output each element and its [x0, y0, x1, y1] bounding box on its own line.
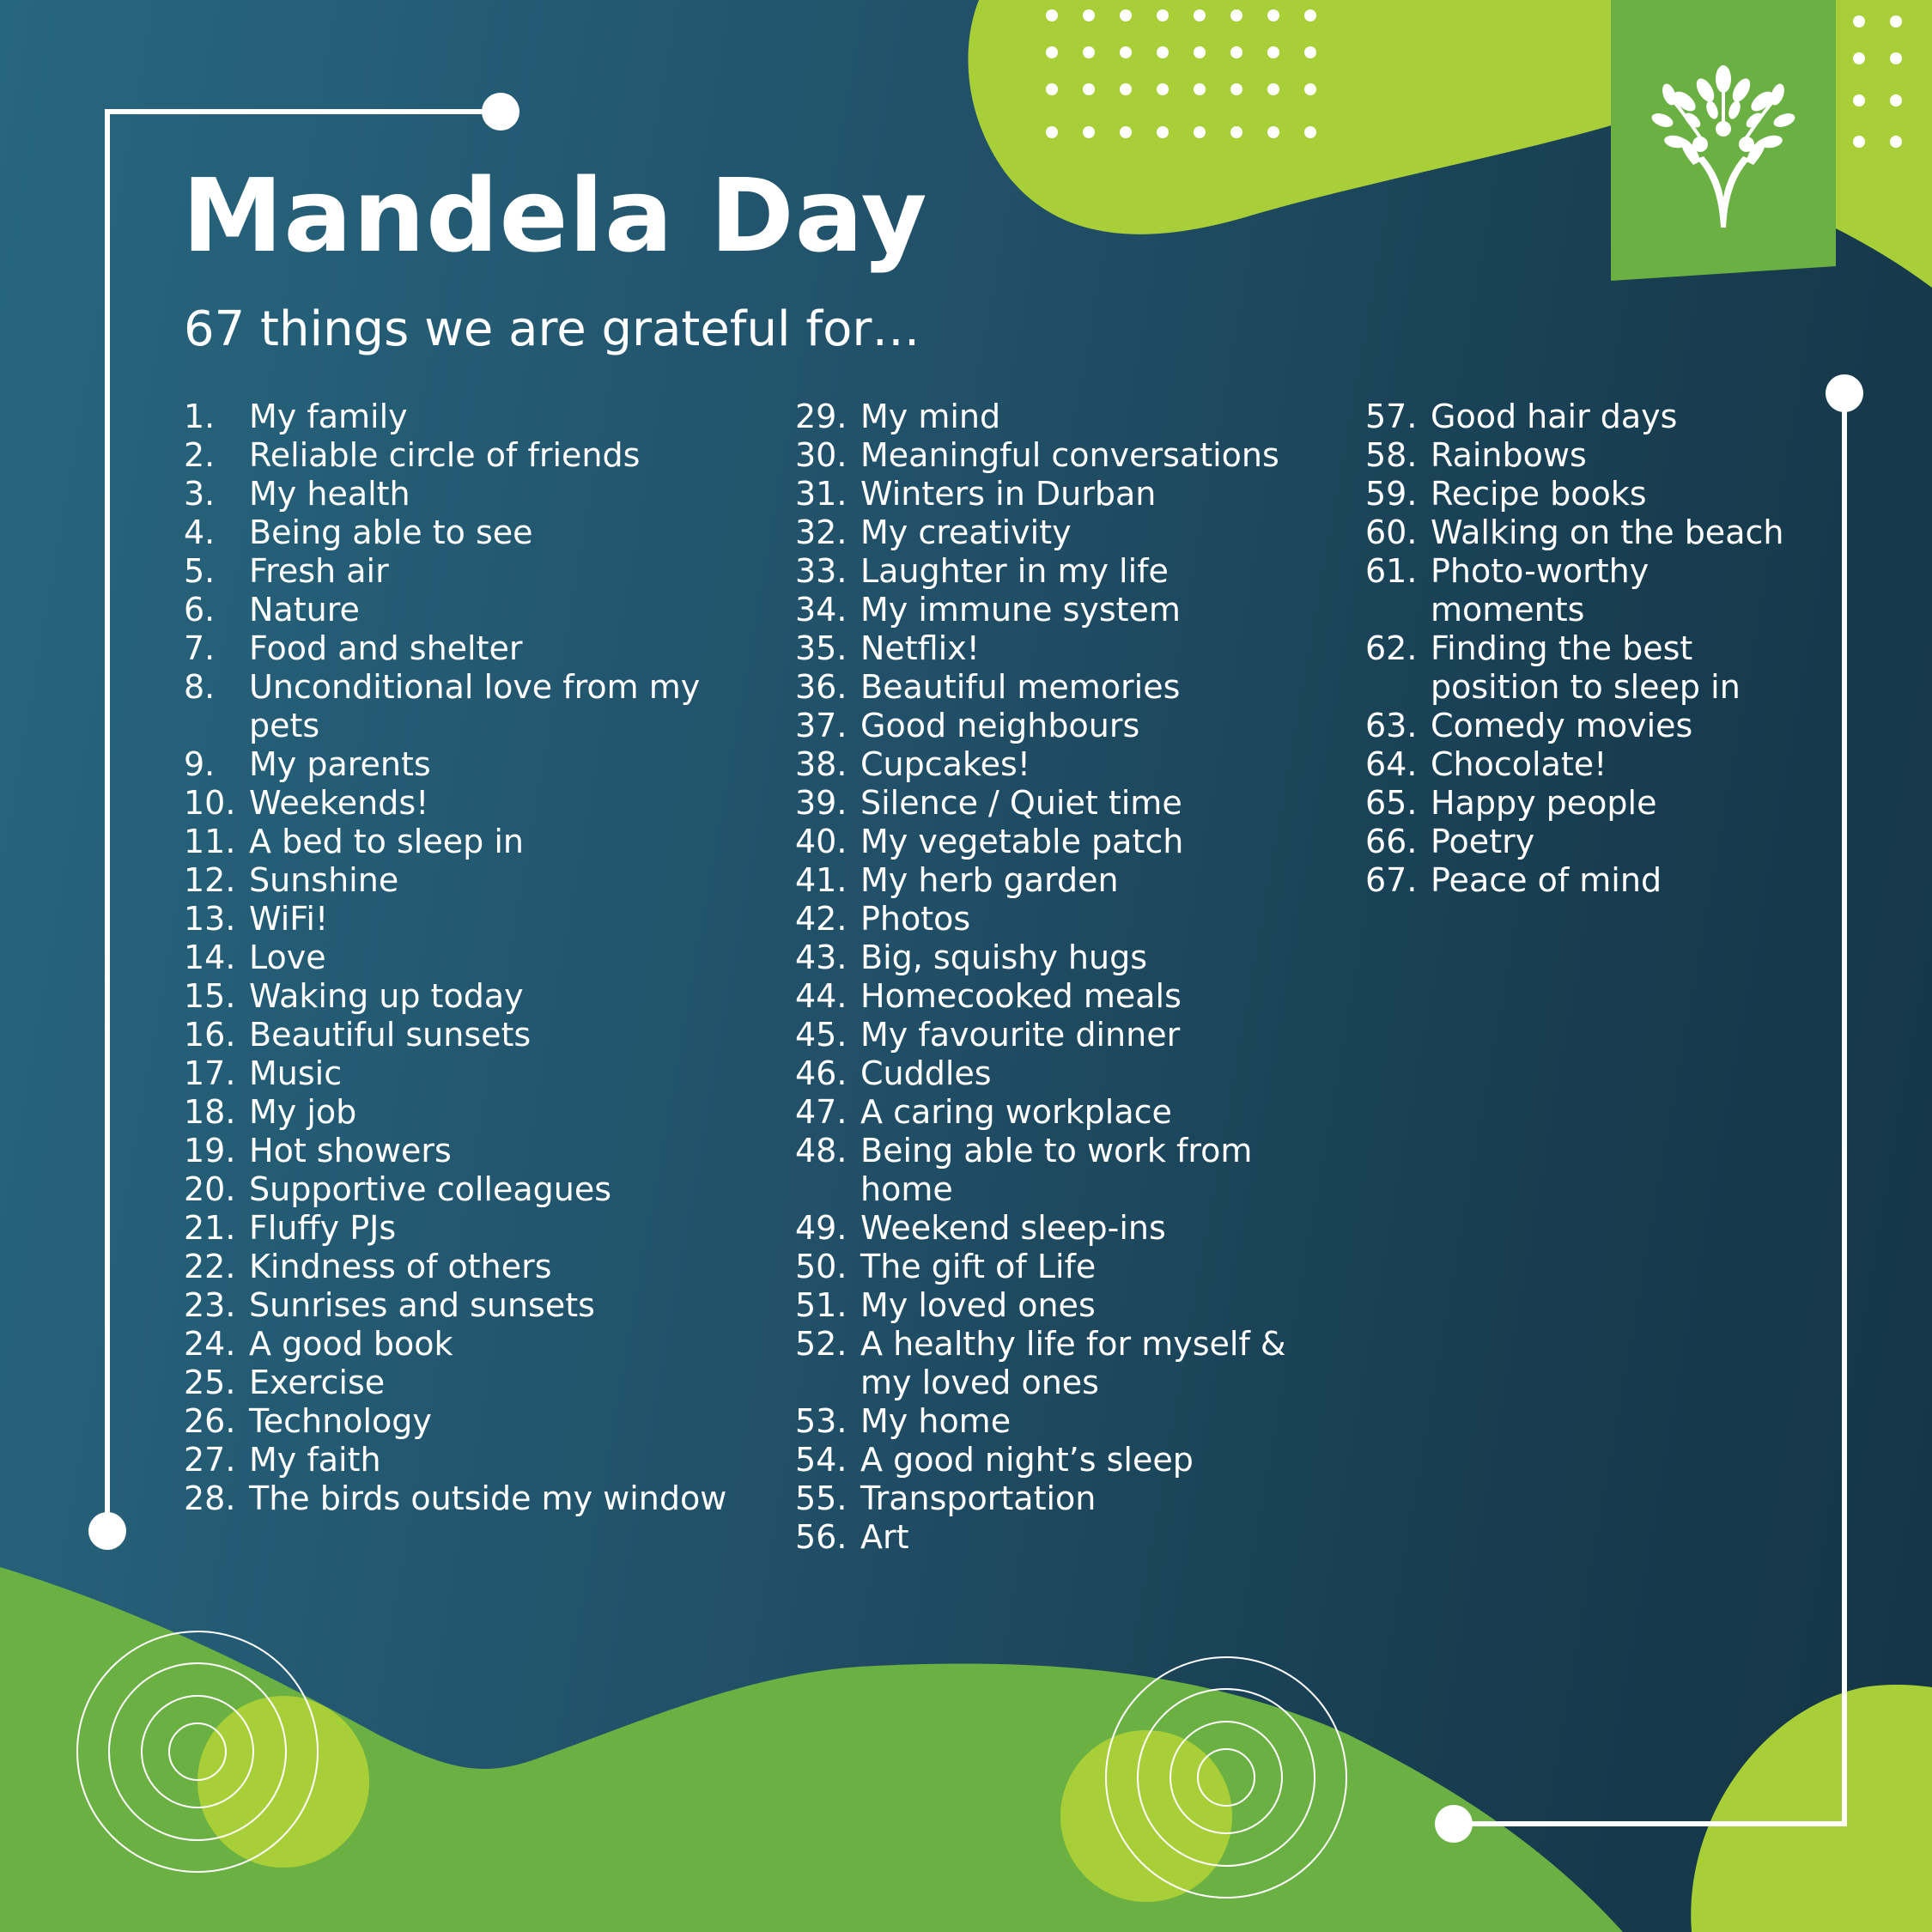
- list-item-number: 11.: [184, 823, 236, 860]
- list-item-number: 9.: [184, 745, 216, 783]
- list-item: [795, 668, 1345, 707]
- list-item-number: 45.: [795, 1016, 848, 1054]
- list-item: [795, 591, 1345, 629]
- list-item-text: My herb garden: [860, 861, 1119, 899]
- list-item-text: Music: [249, 1054, 343, 1092]
- list-item: [184, 475, 733, 513]
- list-item-number: 63.: [1365, 707, 1418, 744]
- list-item: [184, 513, 733, 552]
- list-item: [795, 475, 1345, 513]
- list-item-text: Good hair days: [1431, 398, 1678, 435]
- list-item-number: 15.: [184, 977, 236, 1015]
- list-item-text: The gift of Life: [860, 1248, 1097, 1285]
- list-item-number: 14.: [184, 939, 236, 976]
- list-item: [184, 1209, 733, 1248]
- list-item: [184, 1286, 733, 1325]
- gratitude-list-column-3: [1365, 398, 1803, 900]
- list-item-text: Finding the best position to sleep in: [1431, 629, 1741, 706]
- list-item-text: Meaningful conversations: [860, 436, 1279, 474]
- list-item-text: A bed to sleep in: [249, 823, 524, 860]
- list-item: [795, 1093, 1345, 1132]
- list-item: [795, 1518, 1345, 1557]
- list-item-text: My parents: [249, 745, 431, 783]
- list-item-number: 22.: [184, 1248, 236, 1285]
- list-item-text: Recipe books: [1431, 475, 1647, 513]
- list-item-number: 25.: [184, 1364, 236, 1401]
- list-item: [795, 784, 1345, 823]
- list-item: [184, 1054, 733, 1093]
- list-item-number: 67.: [1365, 861, 1418, 899]
- list-item: [795, 745, 1345, 784]
- list-item-text: Comedy movies: [1431, 707, 1693, 744]
- list-item: [795, 861, 1345, 900]
- list-item: [795, 1016, 1345, 1054]
- list-item: [184, 1402, 733, 1441]
- list-item-number: 27.: [184, 1441, 236, 1479]
- list-item-number: 8.: [184, 668, 216, 706]
- list-item: [1365, 475, 1803, 513]
- list-item: [795, 1325, 1345, 1402]
- list-item: [1365, 784, 1803, 823]
- list-item: [795, 1132, 1345, 1209]
- list-item-number: 35.: [795, 629, 848, 667]
- list-item-number: 46.: [795, 1054, 848, 1092]
- list-item: [184, 939, 733, 977]
- list-item-text: Chocolate!: [1431, 745, 1607, 783]
- list-item-text: Big, squishy hugs: [860, 939, 1148, 976]
- list-item-number: 29.: [795, 398, 848, 435]
- list-item: [795, 900, 1345, 939]
- list-item-number: 4.: [184, 513, 216, 551]
- list-item-number: 58.: [1365, 436, 1418, 474]
- list-item: [795, 707, 1345, 745]
- list-item-number: 41.: [795, 861, 848, 899]
- list-item-text: Netflix!: [860, 629, 980, 667]
- list-item-number: 65.: [1365, 784, 1418, 822]
- list-item: [795, 1248, 1345, 1286]
- list-item-text: Cupcakes!: [860, 745, 1030, 783]
- list-item-text: Photo-worthy moments: [1431, 552, 1649, 629]
- list-item-text: Laughter in my life: [860, 552, 1169, 590]
- list-item: [795, 1441, 1345, 1479]
- list-item-number: 19.: [184, 1132, 236, 1170]
- list-item: [1365, 513, 1803, 552]
- list-item-text: Being able to work from home: [860, 1132, 1253, 1208]
- list-item-text: Supportive colleagues: [249, 1170, 612, 1208]
- logo-badge: [1611, 0, 1836, 281]
- list-item-text: My home: [860, 1402, 1012, 1440]
- list-item: [795, 823, 1345, 861]
- list-item-number: 57.: [1365, 398, 1418, 435]
- right-lime-wedge: [1829, 0, 1932, 288]
- list-item-number: 21.: [184, 1209, 236, 1247]
- list-item: [184, 552, 733, 591]
- bottom-right-lime-circle: [1691, 1685, 1932, 1932]
- list-item-number: 5.: [184, 552, 216, 590]
- list-item-text: Fluffy PJs: [249, 1209, 397, 1247]
- list-item-number: 50.: [795, 1248, 848, 1285]
- list-item: [184, 823, 733, 861]
- list-item-text: My favourite dinner: [860, 1016, 1181, 1054]
- list-item-text: My mind: [860, 398, 1001, 435]
- list-item: [795, 436, 1345, 475]
- list-item-number: 17.: [184, 1054, 236, 1092]
- list-item: [795, 398, 1345, 436]
- list-item-number: 38.: [795, 745, 848, 783]
- page-subtitle: 67 things we are grateful for…: [184, 301, 920, 357]
- list-item-text: Silence / Quiet time: [860, 784, 1182, 822]
- list-item: [1365, 436, 1803, 475]
- top-lime-blob: [969, 0, 1614, 234]
- list-item-number: 28.: [184, 1479, 236, 1517]
- list-item: [795, 552, 1345, 591]
- list-item: [184, 1170, 733, 1209]
- list-item: [184, 1093, 733, 1132]
- list-item: [184, 1248, 733, 1286]
- list-item-text: Exercise: [249, 1364, 386, 1401]
- list-item-text: Sunrises and sunsets: [249, 1286, 595, 1324]
- list-item: [184, 1441, 733, 1479]
- list-item-text: Nature: [249, 591, 360, 629]
- list-item-text: My faith: [249, 1441, 381, 1479]
- list-item-number: 23.: [184, 1286, 236, 1324]
- list-item-text: A good night’s sleep: [860, 1441, 1194, 1479]
- list-item-text: Art: [860, 1518, 909, 1556]
- list-item: [184, 629, 733, 668]
- list-item-text: A healthy life for myself & my loved ones: [860, 1325, 1286, 1401]
- list-item: [184, 745, 733, 784]
- list-item-text: Weekends!: [249, 784, 429, 822]
- list-item-text: My loved ones: [860, 1286, 1096, 1324]
- list-item-number: 47.: [795, 1093, 848, 1131]
- list-item-number: 20.: [184, 1170, 236, 1208]
- list-item-number: 56.: [795, 1518, 848, 1556]
- list-item-number: 48.: [795, 1132, 848, 1170]
- list-item-text: My immune system: [860, 591, 1181, 629]
- list-item-text: Reliable circle of friends: [249, 436, 641, 474]
- list-item-text: Food and shelter: [249, 629, 523, 667]
- list-item-number: 66.: [1365, 823, 1418, 860]
- list-item-text: Technology: [249, 1402, 432, 1440]
- list-item-number: 49.: [795, 1209, 848, 1247]
- list-item: [184, 591, 733, 629]
- list-item: [184, 668, 733, 745]
- list-item-text: Walking on the beach: [1431, 513, 1784, 551]
- list-item-number: 7.: [184, 629, 216, 667]
- list-item: [184, 1016, 733, 1054]
- list-item-number: 64.: [1365, 745, 1418, 783]
- list-item-number: 37.: [795, 707, 848, 744]
- list-item-number: 10.: [184, 784, 236, 822]
- page-title: Mandela Day: [182, 156, 928, 275]
- list-item: [795, 1054, 1345, 1093]
- list-item: [795, 629, 1345, 668]
- list-item-number: 39.: [795, 784, 848, 822]
- gratitude-list-column-2: [795, 398, 1345, 1557]
- list-item-number: 44.: [795, 977, 848, 1015]
- list-item-text: Beautiful memories: [860, 668, 1181, 706]
- list-item-number: 12.: [184, 861, 236, 899]
- list-item: [795, 1209, 1345, 1248]
- list-item: [795, 1402, 1345, 1441]
- list-item-number: 36.: [795, 668, 848, 706]
- list-item: [795, 513, 1345, 552]
- list-item: [1365, 552, 1803, 629]
- list-item: [795, 977, 1345, 1016]
- list-item-text: Cuddles: [860, 1054, 992, 1092]
- list-item-text: Beautiful sunsets: [249, 1016, 532, 1054]
- list-item: [184, 1132, 733, 1170]
- list-item: [184, 1364, 733, 1402]
- list-item: [1365, 861, 1803, 900]
- list-item-number: 34.: [795, 591, 848, 629]
- list-item-number: 1.: [184, 398, 216, 435]
- list-item-number: 52.: [795, 1325, 848, 1363]
- list-item-text: My creativity: [860, 513, 1072, 551]
- list-item-text: Hot showers: [249, 1132, 452, 1170]
- list-item: [795, 1479, 1345, 1518]
- list-item: [1365, 629, 1803, 707]
- list-item-text: My family: [249, 398, 408, 435]
- list-item-number: 16.: [184, 1016, 236, 1054]
- list-item-number: 33.: [795, 552, 848, 590]
- list-item: [184, 1479, 733, 1518]
- list-item-number: 13.: [184, 900, 236, 938]
- list-item-number: 42.: [795, 900, 848, 938]
- list-item-text: Photos: [860, 900, 971, 938]
- list-item: [1365, 745, 1803, 784]
- list-item-text: Sunshine: [249, 861, 399, 899]
- list-item-number: 2.: [184, 436, 216, 474]
- list-item: [1365, 398, 1803, 436]
- bottom-left-lime-circle: [197, 1696, 369, 1868]
- list-item-number: 54.: [795, 1441, 848, 1479]
- list-item-text: Homecooked meals: [860, 977, 1182, 1015]
- list-item-number: 51.: [795, 1286, 848, 1324]
- list-item: [1365, 707, 1803, 745]
- list-item-number: 6.: [184, 591, 216, 629]
- list-item-number: 62.: [1365, 629, 1418, 667]
- list-item-text: Weekend sleep-ins: [860, 1209, 1166, 1247]
- list-item-text: WiFi!: [249, 900, 329, 938]
- list-item-number: 18.: [184, 1093, 236, 1131]
- list-item-number: 26.: [184, 1402, 236, 1440]
- list-item: [184, 784, 733, 823]
- list-item-text: My job: [249, 1093, 357, 1131]
- list-item-text: My health: [249, 475, 410, 513]
- list-item-number: 43.: [795, 939, 848, 976]
- list-item: [184, 436, 733, 475]
- list-item-text: A good book: [249, 1325, 453, 1363]
- list-item-text: Fresh air: [249, 552, 389, 590]
- list-item-number: 59.: [1365, 475, 1418, 513]
- list-item: [184, 1325, 733, 1364]
- list-item-text: Poetry: [1431, 823, 1535, 860]
- list-item-number: 53.: [795, 1402, 848, 1440]
- list-item-text: A caring workplace: [860, 1093, 1172, 1131]
- list-item-text: Kindness of others: [249, 1248, 552, 1285]
- list-item: [184, 861, 733, 900]
- list-item-text: Rainbows: [1431, 436, 1587, 474]
- list-item-number: 61.: [1365, 552, 1418, 590]
- list-item-number: 40.: [795, 823, 848, 860]
- list-item-number: 32.: [795, 513, 848, 551]
- list-item: [1365, 823, 1803, 861]
- list-item-text: Being able to see: [249, 513, 533, 551]
- list-item-text: Happy people: [1431, 784, 1657, 822]
- list-item-number: 31.: [795, 475, 848, 513]
- list-item-text: Transportation: [860, 1479, 1097, 1517]
- list-item-text: Winters in Durban: [860, 475, 1157, 513]
- list-item-number: 30.: [795, 436, 848, 474]
- list-item-text: Unconditional love from my pets: [249, 668, 701, 744]
- list-item-text: Good neighbours: [860, 707, 1140, 744]
- list-item-text: My vegetable patch: [860, 823, 1184, 860]
- list-item-text: Love: [249, 939, 326, 976]
- list-item: [184, 900, 733, 939]
- list-item-text: Waking up today: [249, 977, 524, 1015]
- list-item: [795, 1286, 1345, 1325]
- list-item-number: 55.: [795, 1479, 848, 1517]
- list-item: [795, 939, 1345, 977]
- list-item: [184, 977, 733, 1016]
- list-item-number: 60.: [1365, 513, 1418, 551]
- list-item: [184, 398, 733, 436]
- list-item-text: The birds outside my window: [249, 1479, 727, 1517]
- list-item-number: 3.: [184, 475, 216, 513]
- gratitude-list-column-1: [184, 398, 733, 1518]
- list-item-number: 24.: [184, 1325, 236, 1363]
- list-item-text: Peace of mind: [1431, 861, 1662, 899]
